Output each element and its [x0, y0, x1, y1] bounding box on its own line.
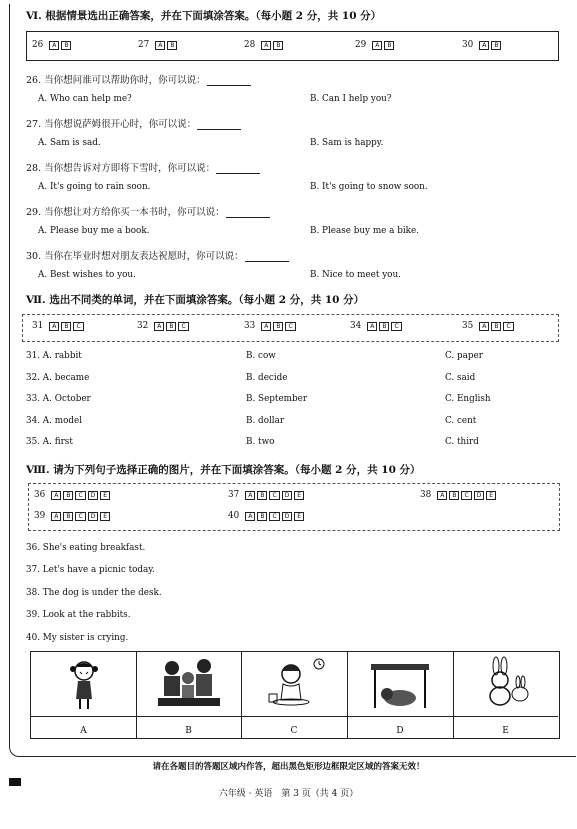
question-number: 36: [34, 490, 46, 500]
answer-blank[interactable]: [245, 252, 289, 262]
answer-bubble-39-b[interactable]: B: [63, 512, 73, 521]
question-number: 29: [355, 40, 367, 50]
answer-cell-29: [355, 40, 396, 50]
word-option-a: 35. A. first: [26, 437, 73, 448]
word-option-b: B. cow: [246, 351, 276, 361]
word-option-b: B. two: [246, 437, 275, 448]
answer-bubble-27-a[interactable]: A: [155, 41, 165, 50]
answer-bubble-28-a[interactable]: A: [261, 41, 271, 50]
girl-eating-breakfast-picture: [241, 652, 347, 717]
word-option-a: 31. A. rabbit: [26, 351, 82, 361]
question-number: 33: [244, 321, 256, 331]
picture-label-b: B: [185, 726, 192, 736]
answer-bubble-40-b[interactable]: B: [257, 512, 267, 521]
question-number: 37: [228, 490, 240, 500]
family-picnic-picture: [136, 652, 241, 717]
answer-cell-36: [34, 490, 112, 500]
picture-label-d: D: [396, 726, 404, 736]
question-text: 30. 当你在毕业时想对朋友表达祝愿时，你可以说：: [26, 251, 244, 262]
answer-bubble-38-c[interactable]: C: [461, 491, 471, 500]
answer-bubble-36-a[interactable]: A: [51, 491, 61, 500]
answer-cell-33: [244, 321, 298, 331]
answer-bubble-38-e[interactable]: E: [486, 491, 496, 500]
answer-bubble-28-b[interactable]: B: [273, 41, 283, 50]
answer-bubble-40-e[interactable]: E: [294, 512, 304, 521]
sentence-39: 39. Look at the rabbits.: [26, 610, 131, 621]
answer-blank[interactable]: [207, 76, 251, 86]
picture-cell-c: [241, 652, 348, 738]
word-option-c: C. cent: [445, 415, 477, 426]
boundary-warning: 请在各题目的答题区域内作答，超出黑色矩形边框限定区域的答案无效！: [152, 762, 425, 772]
answer-bubble-31-a[interactable]: A: [49, 322, 59, 331]
alignment-marker: [9, 778, 21, 786]
answer-bubble-37-c[interactable]: C: [269, 491, 279, 500]
answer-bubble-33-c[interactable]: C: [285, 322, 295, 331]
option-a: A. Sam is sad.: [38, 138, 101, 148]
answer-bubble-40-d[interactable]: D: [282, 512, 293, 521]
question-stem-28: [26, 160, 260, 174]
answer-bubble-32-c[interactable]: C: [178, 322, 188, 331]
answer-bubble-35-c[interactable]: C: [503, 322, 513, 331]
crying-girl-picture: [31, 652, 136, 717]
picture-table: [30, 651, 560, 739]
word-option-b: B. September: [246, 394, 308, 405]
answer-bubble-29-a[interactable]: A: [372, 41, 382, 50]
question-number: 26: [32, 40, 44, 50]
answer-bubble-27-b[interactable]: B: [167, 41, 177, 50]
word-option-c: C. third: [445, 437, 479, 448]
answer-blank[interactable]: [197, 120, 241, 130]
sentence-36: 36. She's eating breakfast.: [26, 543, 146, 553]
picture-label-c: C: [290, 726, 298, 736]
answer-bubble-36-d[interactable]: D: [88, 491, 99, 500]
dog-under-desk-picture: [347, 652, 453, 717]
option-a: A. Please buy me a book.: [38, 226, 150, 236]
question-number: 40: [228, 511, 240, 521]
question-number: 31: [32, 321, 44, 331]
answer-bubble-34-b[interactable]: B: [379, 322, 389, 331]
answer-cell-34: [350, 321, 404, 331]
option-b: B. Please buy me a bike.: [310, 226, 419, 236]
option-b: B. Nice to meet you.: [310, 270, 401, 280]
answer-bubble-30-a[interactable]: A: [479, 41, 489, 50]
answer-bubble-32-b[interactable]: B: [166, 322, 176, 331]
picture-cell-d: [347, 652, 454, 738]
picture-label-a: A: [80, 726, 87, 736]
answer-cell-27: [138, 40, 179, 50]
answer-bubble-38-d[interactable]: D: [474, 491, 485, 500]
answer-cell-32: [137, 321, 191, 331]
answer-cell-37: [228, 490, 306, 500]
answer-bubble-33-a[interactable]: A: [261, 322, 271, 331]
answer-bubble-36-e[interactable]: E: [100, 491, 110, 500]
word-option-a: 32. A. became: [26, 372, 90, 383]
answer-bubble-31-b[interactable]: B: [61, 322, 71, 331]
section-7-title: Ⅶ. 选出不同类的单词，并在下面填涂答案。（每小题 2 分，共 10 分）: [26, 294, 365, 306]
answer-cell-28: [244, 40, 285, 50]
answer-cell-39: [34, 511, 112, 521]
question-number: 34: [350, 321, 362, 331]
picture-cell-b: [136, 652, 242, 738]
picture-cell-e: [453, 652, 558, 738]
word-option-a: 34. A. model: [26, 415, 83, 426]
answer-bubble-38-b[interactable]: B: [449, 491, 459, 500]
answer-bubble-30-b[interactable]: B: [491, 41, 501, 50]
word-option-b: B. decide: [246, 372, 288, 383]
answer-cell-40: [228, 511, 306, 521]
answer-bubble-39-a[interactable]: A: [51, 512, 61, 521]
answer-bubble-33-b[interactable]: B: [273, 322, 283, 331]
answer-bubble-39-c[interactable]: C: [75, 512, 85, 521]
option-a: A. It's going to rain soon.: [38, 182, 151, 192]
answer-bubble-40-a[interactable]: A: [245, 512, 255, 521]
option-b: B. Can I help you?: [310, 94, 392, 104]
word-option-c: C. paper: [445, 351, 483, 361]
answer-bubble-39-e[interactable]: E: [100, 512, 110, 521]
question-text: 28. 当你想告诉对方即将下雪时，你可以说：: [26, 163, 216, 174]
sentence-38: 38. The dog is under the desk.: [26, 587, 162, 598]
question-stem-26: [26, 72, 251, 86]
question-stem-30: [26, 248, 289, 262]
section-6-title: Ⅵ. 根据情景选出正确答案，并在下面填涂答案。（每小题 2 分，共 10 分）: [26, 10, 382, 22]
sentence-37: 37. Let's have a picnic today.: [26, 565, 155, 576]
question-number: 38: [420, 490, 432, 500]
answer-cell-30: [462, 40, 503, 50]
answer-cell-26: [32, 40, 73, 50]
answer-bubble-37-b[interactable]: B: [257, 491, 267, 500]
picture-cell-a: [31, 652, 137, 738]
question-number: 28: [244, 40, 256, 50]
question-stem-27: [26, 116, 241, 130]
answer-cell-31: [32, 321, 86, 331]
rabbits-picture: [453, 652, 558, 717]
answer-bubble-26-a[interactable]: A: [49, 41, 59, 50]
question-number: 32: [137, 321, 149, 331]
question-stem-29: [26, 204, 270, 218]
answer-blank[interactable]: [216, 164, 260, 174]
page-footer: 六年级 · 英语 第 3 页（共 4 页）: [218, 789, 359, 799]
answer-bubble-36-c[interactable]: C: [75, 491, 85, 500]
answer-bubble-39-d[interactable]: D: [88, 512, 99, 521]
option-a: A. Who can help me?: [38, 94, 132, 104]
answer-bubble-37-d[interactable]: D: [282, 491, 293, 500]
picture-label-e: E: [502, 726, 509, 736]
option-b: B. It's going to snow soon.: [310, 182, 428, 192]
answer-bubble-31-c[interactable]: C: [73, 322, 83, 331]
answer-bubble-38-a[interactable]: A: [437, 491, 447, 500]
answer-blank[interactable]: [226, 208, 270, 218]
answer-bubble-26-b[interactable]: B: [61, 41, 71, 50]
option-b: B. Sam is happy.: [310, 138, 384, 148]
word-option-c: C. English: [445, 394, 491, 405]
question-number: 35: [462, 321, 474, 331]
sentence-40: 40. My sister is crying.: [26, 632, 129, 643]
question-number: 30: [462, 40, 474, 50]
answer-bubble-35-a[interactable]: A: [479, 322, 489, 331]
question-text: 29. 当你想让对方给你买一本书时，你可以说：: [26, 207, 225, 218]
section-8-title: Ⅷ. 请为下列句子选择正确的图片，并在下面填涂答案。（每小题 2 分，共 10 分）: [26, 464, 421, 476]
answer-bubble-37-a[interactable]: A: [245, 491, 255, 500]
option-a: A. Best wishes to you.: [38, 270, 136, 280]
answer-bubble-37-e[interactable]: E: [294, 491, 304, 500]
answer-bubble-32-a[interactable]: A: [154, 322, 164, 331]
answer-bubble-36-b[interactable]: B: [63, 491, 73, 500]
question-number: 27: [138, 40, 150, 50]
word-option-b: B. dollar: [246, 415, 285, 426]
answer-bubble-34-a[interactable]: A: [367, 322, 377, 331]
question-text: 26. 当你想问谁可以帮助你时，你可以说：: [26, 75, 206, 86]
word-option-c: C. said: [445, 372, 476, 383]
answer-cell-35: [462, 321, 516, 331]
answer-bubble-29-b[interactable]: B: [384, 41, 394, 50]
answer-bubble-35-b[interactable]: B: [491, 322, 501, 331]
question-number: 39: [34, 511, 46, 521]
word-option-a: 33. A. October: [26, 394, 91, 405]
question-text: 27. 当你想说萨姆很开心时，你可以说：: [26, 119, 197, 130]
answer-bubble-40-c[interactable]: C: [269, 512, 279, 521]
answer-bubble-34-c[interactable]: C: [391, 322, 401, 331]
answer-cell-38: [420, 490, 498, 500]
